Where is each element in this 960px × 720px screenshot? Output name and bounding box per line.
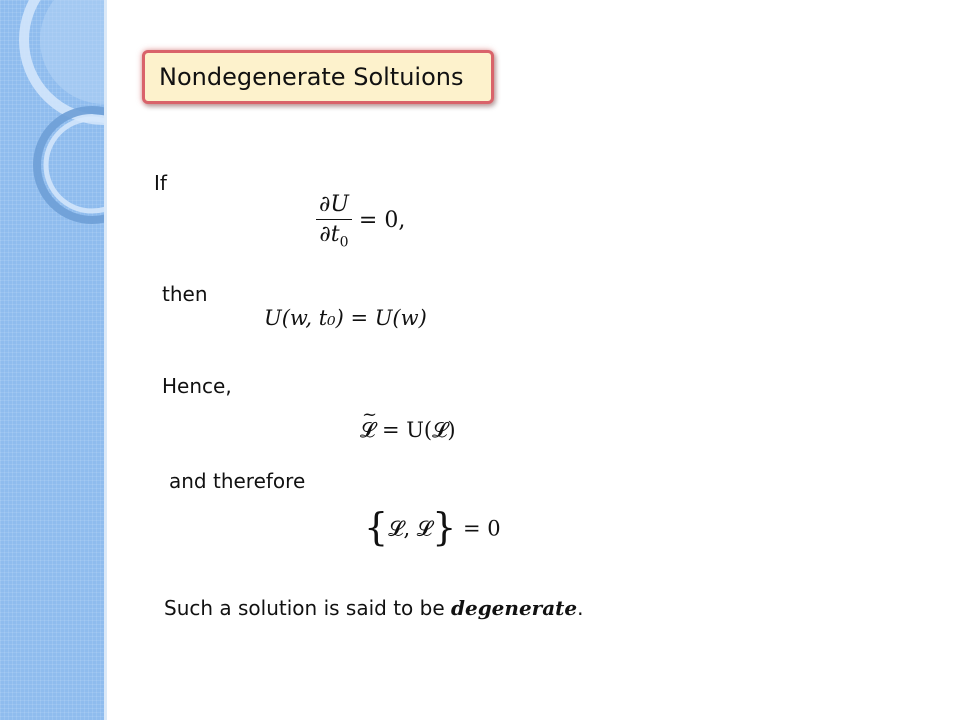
bracket-contents: 𝓛, 𝓛 [388, 516, 433, 541]
lagrangian-symbol: 𝓛 [360, 418, 376, 442]
equation-poisson-bracket [364, 505, 501, 552]
then-label: then [162, 282, 208, 306]
conclusion-term: degenerate [450, 596, 578, 620]
right-brace: } [432, 505, 457, 549]
denominator-subscript: 0 [339, 234, 349, 251]
slide-title: Nondegenerate Soltuions [159, 63, 464, 91]
sidebar-edge [104, 0, 107, 720]
equation-partial-derivative [316, 192, 405, 250]
conclusion-text [164, 596, 584, 620]
conclusion-prefix: Such a solution is said to be [164, 596, 445, 620]
equation-rhs: = 0 [456, 516, 501, 541]
denominator-variable: ∂t [319, 222, 340, 247]
conclusion-suffix: . [577, 596, 584, 620]
fraction-denominator [316, 220, 352, 250]
equation-transformation: U(w, t₀) = U(w) [264, 306, 427, 330]
fraction-numerator: ∂U [316, 192, 352, 220]
partial-fraction [316, 192, 352, 250]
left-brace: { [364, 505, 389, 549]
if-label: If [154, 171, 167, 195]
equation-rhs: = 0, [351, 208, 406, 234]
slide-title-box [142, 50, 494, 104]
hence-label: Hence, [162, 374, 232, 398]
tilde-accent: ~ [362, 404, 378, 425]
equation-lagrangian [360, 404, 456, 443]
equation-rhs: = U(𝓛) [375, 418, 456, 442]
sidebar-circles-decoration [0, 0, 104, 720]
tilde-lagrangian [360, 404, 378, 443]
sidebar-decoration [0, 0, 104, 720]
and-therefore-label: and therefore [169, 469, 306, 493]
